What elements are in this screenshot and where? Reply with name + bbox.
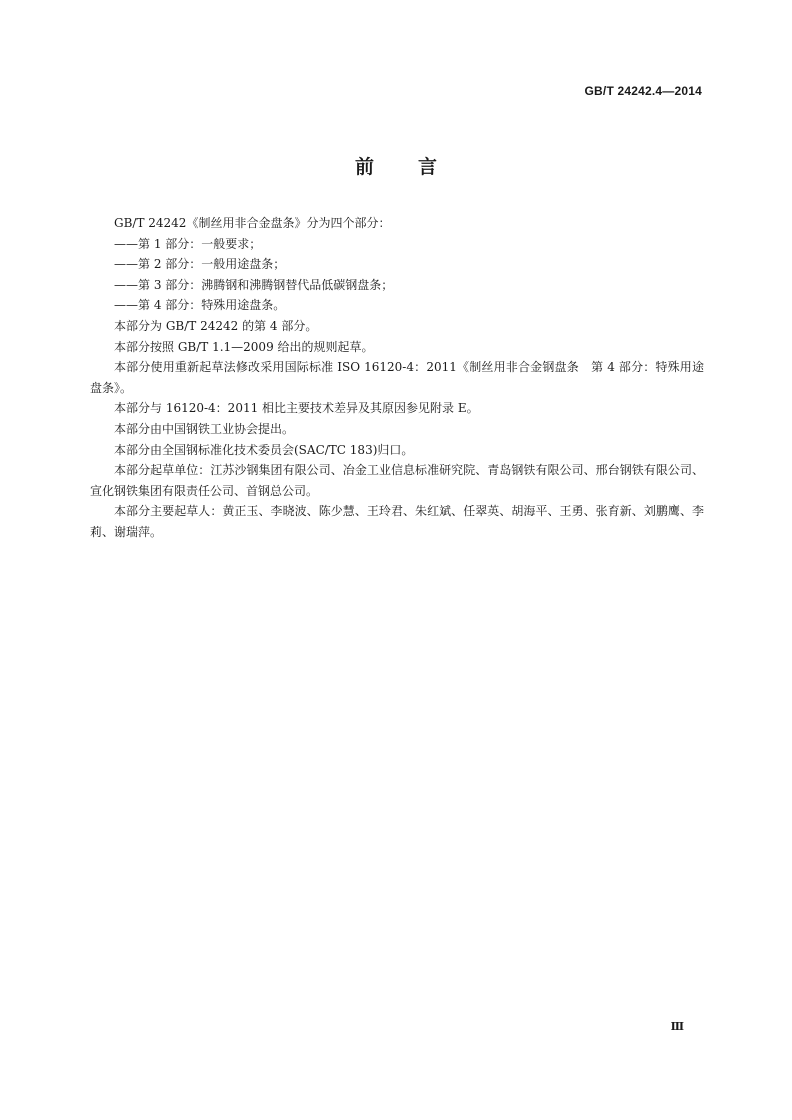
- paragraph: 本部分由中国钢铁工业协会提出。: [114, 421, 295, 436]
- title-char-2: 言: [418, 156, 438, 178]
- list-item-part-4: ——第 4 部分：特殊用途盘条。: [114, 298, 286, 313]
- paragraph: 本部分为 GB/T 24242 的第 4 部分。: [114, 318, 318, 333]
- paragraph: 本部分由全国钢标准化技术委员会(SAC/TC 183)归口。: [114, 442, 414, 457]
- foreword-body: [90, 213, 704, 543]
- title-char-1: 前: [354, 156, 374, 178]
- list-item-part-1: ——第 1 部分：一般要求；: [114, 236, 262, 251]
- paragraph-drafting-units: 本部分起草单位：江苏沙钢集团有限公司、冶金工业信息标准研究院、青岛钢铁有限公司、邢台钢铁有限公司、宣化钢铁集团有限责任公司、首钢总公司。: [90, 463, 704, 498]
- paragraph-drafters: 本部分主要起草人：黄正玉、李晓波、陈少慧、王玲君、朱红斌、任翠英、胡海平、王勇、张育新、刘鹏鹰、李莉、谢瑞萍。: [90, 504, 704, 539]
- list-item-part-2: ——第 2 部分：一般用途盘条；: [114, 257, 286, 272]
- page-number: Ⅲ: [670, 1020, 684, 1033]
- paragraph: 本部分使用重新起草法修改采用国际标准 ISO 16120-4：2011《制丝用非合金钢盘条 第 4 部分：特殊用途盘条》。: [90, 360, 704, 395]
- list-item-part-3: ——第 3 部分：沸腾钢和沸腾钢替代品低碳钢盘条；: [114, 277, 394, 292]
- paragraph: 本部分按照 GB/T 1.1—2009 给出的规则起草。: [114, 339, 374, 354]
- paragraph: 本部分与 16120-4：2011 相比主要技术差异及其原因参见附录 E。: [114, 401, 479, 416]
- standard-code: GB/T 24242.4—2014: [584, 84, 702, 98]
- paragraph: GB/T 24242《制丝用非合金盘条》分为四个部分：: [114, 216, 391, 230]
- page-title: [0, 152, 792, 179]
